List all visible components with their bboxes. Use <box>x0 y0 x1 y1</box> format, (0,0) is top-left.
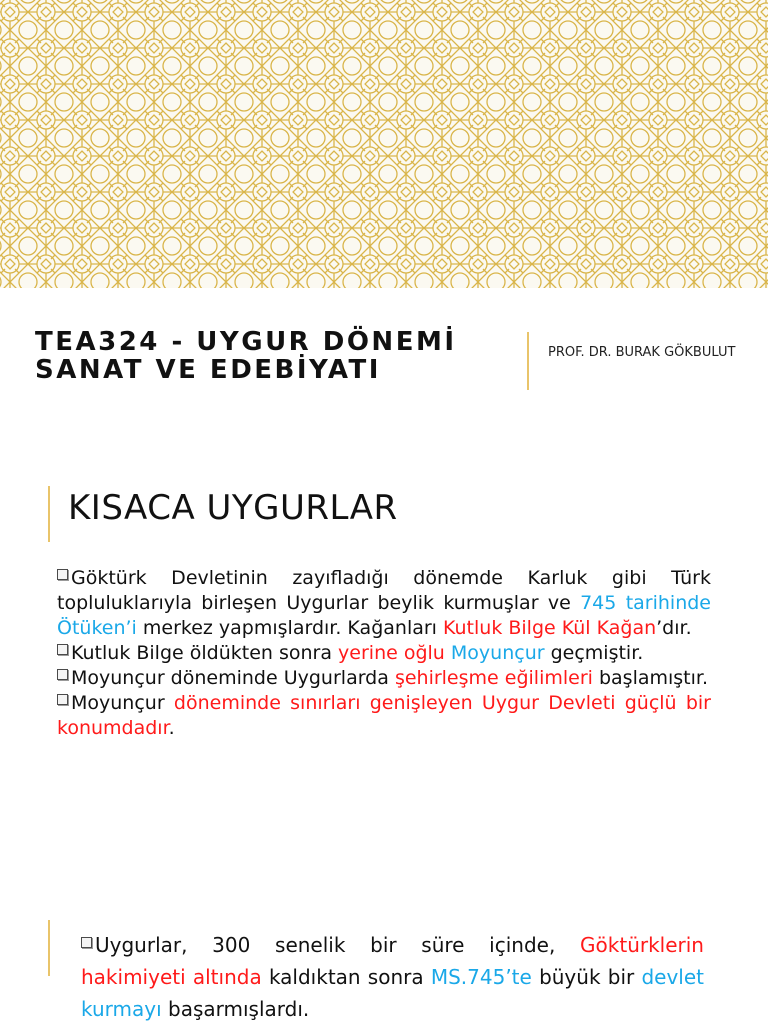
bullet-text: Uygurlar, 300 senelik bir süre içinde, <box>95 933 581 957</box>
author-name: PROF. DR. BURAK GÖKBULUT <box>548 345 736 360</box>
bullet-text: ’dır. <box>656 617 692 639</box>
checkbox-bullet-icon <box>81 937 92 948</box>
bullet-text: büyük bir <box>531 965 642 989</box>
content-slide-next <box>0 910 768 1024</box>
highlight-red-text: Göktürklerin hakimiyeti altında <box>81 933 704 989</box>
highlight-blue-text: devlet kurmayı <box>81 965 704 1021</box>
decorative-pattern-band <box>0 0 768 288</box>
highlight-red-text: döneminde sınırları genişleyen Uygur Devleti güçlü bir konumdadır <box>57 692 711 739</box>
list-item <box>57 641 711 666</box>
heading-accent-bar <box>48 486 50 542</box>
bullet-text: Moyunçur <box>71 692 174 714</box>
bullet-text: . <box>168 717 175 739</box>
heading-accent-bar <box>48 920 50 976</box>
bullet-text: başarmışlardı. <box>161 997 310 1021</box>
bullet-text: geçmiştir. <box>544 642 644 664</box>
list-item <box>57 691 711 741</box>
highlight-red-text: şehirleşme eğilimleri <box>394 667 593 689</box>
content-slide <box>0 470 768 900</box>
checkbox-bullet-icon <box>57 694 68 705</box>
slide-heading: KISACA UYGURLAR <box>68 488 398 528</box>
bullet-text: Moyunçur döneminde Uygurlarda <box>71 667 395 689</box>
checkbox-bullet-icon <box>57 569 68 580</box>
geometric-lattice-pattern <box>0 0 768 288</box>
highlight-blue-text: Moyunçur <box>450 642 545 664</box>
list-item <box>57 666 711 691</box>
highlight-blue-text: MS.745’te <box>430 965 532 989</box>
checkbox-bullet-icon <box>57 669 68 680</box>
highlight-red-text: yerine oğlu <box>338 642 445 664</box>
list-item <box>81 929 704 1025</box>
bullet-list <box>57 566 711 741</box>
course-title: TEA324 - UYGUR DÖNEMİ SANAT VE EDEBİYATI <box>35 327 457 385</box>
bullet-list <box>81 929 704 1025</box>
title-slide <box>0 288 768 430</box>
bullet-text: Kutluk Bilge öldükten sonra <box>71 642 339 664</box>
title-divider <box>527 332 529 390</box>
list-item <box>57 566 711 641</box>
highlight-red-text: Kutluk Bilge Kül Kağan <box>443 617 657 639</box>
bullet-text: kaldıktan sonra <box>261 965 431 989</box>
bullet-text: başlamıştır. <box>592 667 709 689</box>
highlight-blue-text: 745 tarihinde Ötüken’i <box>57 592 711 639</box>
bullet-text: Göktürk Devletinin zayıfladığı dönemde Karluk gibi Türk topluluklarıyla birleşen Uygurlar beylik kurmuşlar ve <box>57 567 711 614</box>
checkbox-bullet-icon <box>57 644 68 655</box>
bullet-text: merkez yapmışlardır. Kağanları <box>136 617 443 639</box>
